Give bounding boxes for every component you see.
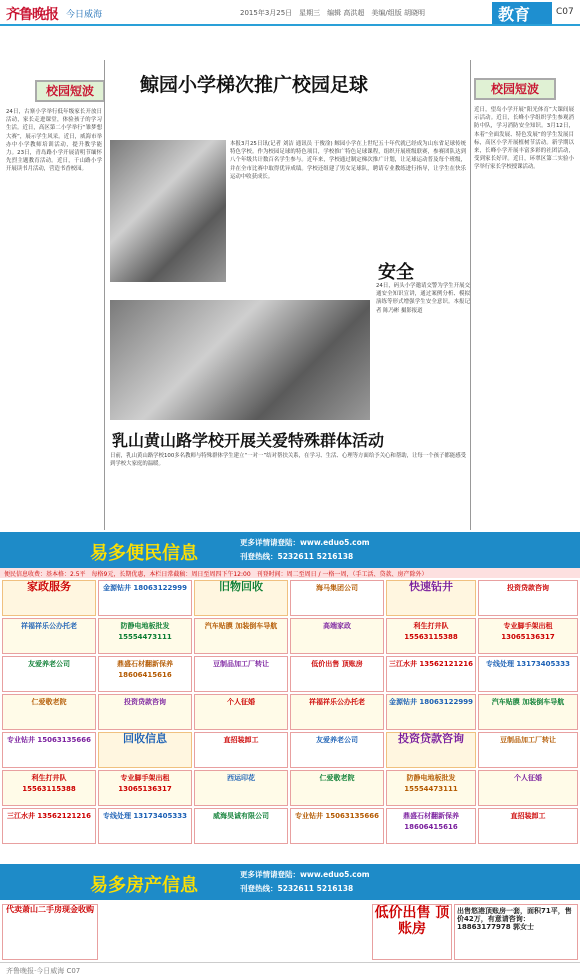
classified-ad: 专线处理 13173405333	[478, 656, 578, 692]
classified-ad: 直招装卸工	[478, 808, 578, 844]
classified-ad: 三江水井 13562121216	[386, 656, 476, 692]
classified-ad: 直招装卸工	[194, 732, 288, 768]
article-body-3: 24日，码头小学邀请交警为学生开展交通安全知识宣讲，通过案例分析、模拟演练等形式增强学生安全意识。本报记者 陈乃彬 摄影报道	[376, 283, 470, 314]
classified-ad: 鼎盛石材翻新保养 18606415616	[98, 656, 192, 692]
classified-ad: 投资贷款咨询	[98, 694, 192, 730]
newspaper-edition: 今日威海	[66, 10, 103, 20]
article-headline-3: 安全	[378, 262, 414, 283]
campus-brief-tile-left: 校园短波	[35, 80, 105, 102]
classified-ad: 高端家政	[290, 618, 384, 654]
classified-ad: 汽车贴膜 加装倒车导航	[194, 618, 288, 654]
classified-ad: 海马集团公司	[290, 580, 384, 616]
classified-ad: 防静电地板批发 15554473111	[386, 770, 476, 806]
realestate-banner	[0, 864, 580, 900]
page-footer	[0, 962, 580, 980]
classified-ad: 祥福祥乐公办托老	[2, 618, 96, 654]
issue-meta: 2015年3月25日 星期三 编辑 高洪超 美编/组版 胡晓明	[240, 9, 425, 17]
football-photo	[110, 140, 226, 282]
realestate-title: 易多房产信息	[90, 875, 198, 896]
classified-banner	[0, 532, 580, 568]
rate-strip: 便民信息收费：基本格：2.5平 每格9元，长期优惠，本栏日常截稿：周日至周四下午12:00 刊登时间：周二至周日 / 一格一周，（手工活、贷款、房产除外）	[0, 568, 580, 578]
classified-ad: 仁爱敬老院	[2, 694, 96, 730]
classified-ad: 防静电地板批发 15554473111	[98, 618, 192, 654]
article-body-1: 本报3月25日讯(记者 刘洁 通讯员 于俊淦) 鲸园小学在上世纪五十年代就已经成为山东省足球传统特色学校。作为校园足球的特色项目，学校推广特色足球课程，组织开展班级联赛，参赛团队达到八个年级共计数百名学生参与。近年来，学校通过制定梯次推广计划，让足球运动普及每个班级，并在全市比赛中取得优异成绩。学校还组建了男女足球队，聘请专业教练进行指导，让学生在快乐运动中收获成长。	[230, 141, 466, 180]
article-headline-2: 乳山黄山路学校开展关爱特殊群体活动	[112, 431, 385, 450]
classified-ad: 三江水井 13562121216	[2, 808, 96, 844]
campus-brief-tile-right: 校园短波	[474, 78, 556, 100]
classified-category: 快速钻井	[386, 580, 476, 616]
classified-ad: 豆制品加工厂转让	[194, 656, 288, 692]
footer-text: 齐鲁晚报·今日威海 C07	[6, 967, 81, 975]
classified-ad: 友爱养老公司	[2, 656, 96, 692]
classified-ad: 金源钻井 18063122999	[98, 580, 192, 616]
classified-ad: 个人征婚	[194, 694, 288, 730]
classified-ad: 祥福祥乐公办托老	[290, 694, 384, 730]
realestate-ad: 代卖萧山二手房现金收购	[2, 904, 98, 960]
article-body-2: 日前，乳山黄山路学校100多名教师与特殊群体学生建立“一对一”结对帮扶关系，在学习、生活、心理等方面给予关心和帮助，让每一个孩子都能感受到学校大家庭的温暖。	[110, 453, 466, 468]
classified-ad: 友爱养老公司	[290, 732, 384, 768]
realestate-ad: 低价出售 顶账房	[372, 904, 452, 960]
classified-ad: 专线处理 13173405333	[98, 808, 192, 844]
classified-ad: 专业脚手架出租 13065136317	[478, 618, 578, 654]
classified-hotline: 刊登热线：5232611 5216138	[240, 552, 354, 561]
classified-ad: 仁爱敬老院	[290, 770, 384, 806]
column-divider	[470, 60, 471, 530]
right-brief-column: 近日，望岛小学开展“阳光体育”大课间展示活动。近日，长峰小学组织学生参观消防中队，学习消防安全知识。3月12日，本着“全面发展、特色发展”的学生发展目标，高区小学开展植树节活动。新学期以来，长峰小学开展丰富多彩的社团活动，受到家长好评。近日，环翠区第二实验小学举行家长学校授课活动。	[474, 107, 574, 171]
classified-ad: 金源钻井 18063122999	[386, 694, 476, 730]
article-headline-1: 鲸园小学梯次推广校园足球	[140, 74, 369, 96]
classified-category: 家政服务	[2, 580, 96, 616]
realestate-hotline: 刊登热线：5232611 5216138	[240, 884, 354, 893]
newspaper-brand: 齐鲁晚报	[6, 7, 58, 23]
classified-ad: 低价出售 顶账房	[290, 656, 384, 692]
classified-ad: 投资贷款咨询	[478, 580, 578, 616]
classified-category: 旧物回收	[194, 580, 288, 616]
section-title: 教育	[492, 2, 552, 24]
page-number: C07	[556, 7, 574, 17]
classified-category: 回收信息	[98, 732, 192, 768]
realestate-site: 更多详情请登陆：www.eduo5.com	[240, 870, 370, 879]
classified-ad: 利生打井队 15563115388	[386, 618, 476, 654]
traffic-safety-photo	[110, 300, 370, 420]
classified-ad: 个人征婚	[478, 770, 578, 806]
classified-category: 投资贷款咨询	[386, 732, 476, 768]
classified-title: 易多便民信息	[90, 543, 198, 564]
classified-ad: 威海昊诚有限公司	[194, 808, 288, 844]
page-header	[0, 0, 580, 26]
realestate-ad: 出售悠港顶账房一套，面积71平，售价42万，有意请咨询：18863177978 郭女士	[454, 904, 578, 960]
classified-ad: 汽车贴膜 加装倒车导航	[478, 694, 578, 730]
classified-ad: 专业脚手架出租 13065136317	[98, 770, 192, 806]
classified-ad: 豆制品加工厂转让	[478, 732, 578, 768]
classified-site: 更多详情请登陆：www.eduo5.com	[240, 538, 370, 547]
classified-ad: 西运印花	[194, 770, 288, 806]
classified-ad: 鼎盛石材翻新保养 18606415616	[386, 808, 476, 844]
classified-ad: 专业钻井 15063135666	[2, 732, 96, 768]
classified-ad: 专业钻井 15063135666	[290, 808, 384, 844]
left-brief-column: 24日，古寨小学举行低年级家长开放日活动，家长走进课堂，体验孩子的学习生活。近日，高区第二小学举行“雏梦想大赛”，展示学生风采。近日，威海市举办中小学教师培训活动，提升教学能力。23日，青岛路小学开展清明节缅怀先烈主题教育活动。近日，千山路小学开展读书月活动，营造书香校园。	[6, 109, 102, 173]
column-divider	[104, 60, 105, 530]
classified-ad: 利生打井队 15563115388	[2, 770, 96, 806]
